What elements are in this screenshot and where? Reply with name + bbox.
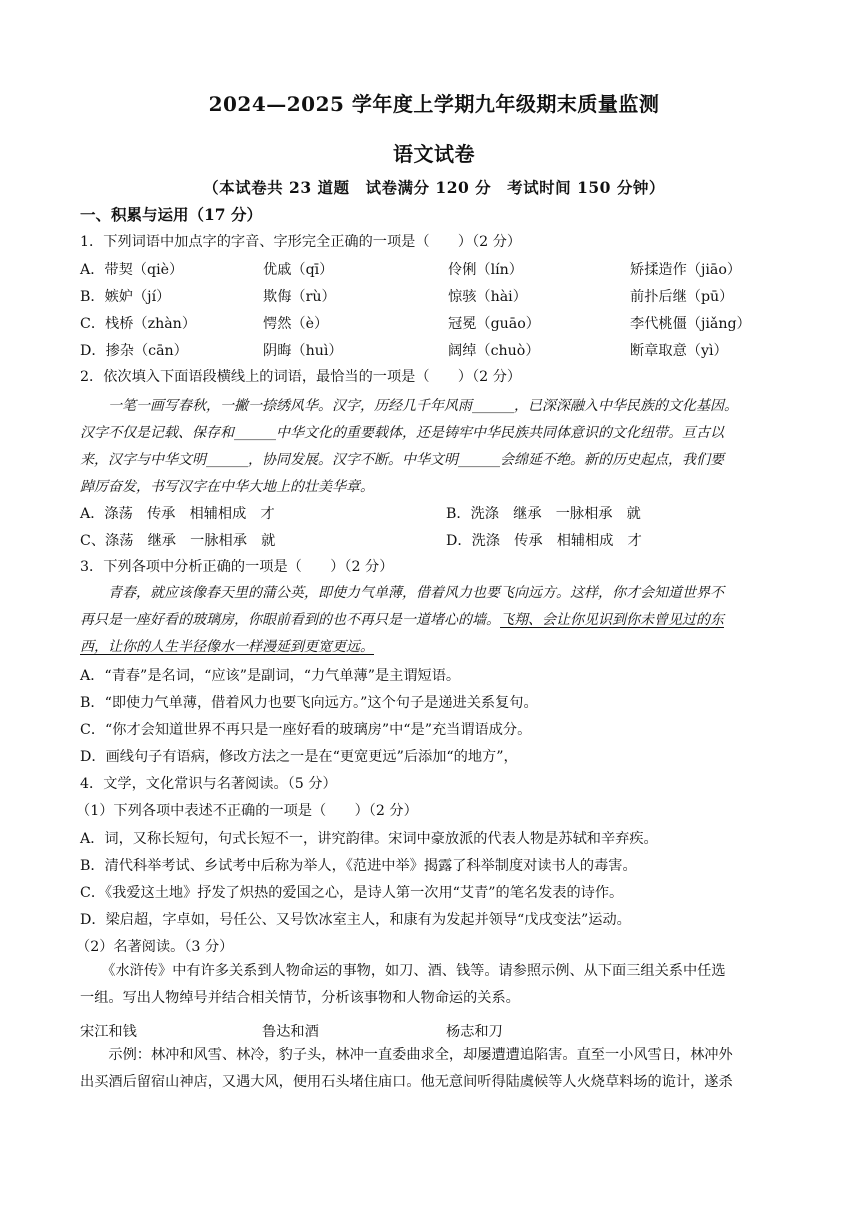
q1-option-cell: 欺侮（rù）	[263, 289, 336, 305]
q2-stem: 2．依次填入下面语段横线上的词语，最恰当的一项是（ ）（2 分）	[80, 369, 522, 385]
q4-sub1-option: C．《我爱这土地》抒发了炽热的爱国之心，是诗人第一次用“艾青”的笔名发表的诗作。	[80, 885, 624, 901]
q3-option: D．画线句子有语病，修改方法之一是在“更宽更远”后添加“的地方”，	[80, 749, 518, 765]
q1-option-row	[80, 340, 792, 360]
q2-option: A．涤荡 传承 相辅相成 才	[80, 506, 275, 522]
q2-passage-line: 踔厉奋发，书写汉字在中华大地上的壮美华章。	[80, 479, 374, 495]
q1-option-cell: 阔绰（chuò）	[448, 343, 540, 359]
q4-sub2-choice: 宋江和钱	[80, 1024, 137, 1040]
q4-sub2-passage	[80, 958, 792, 1012]
q2-option: D．洗涤 传承 相辅相成 才	[446, 533, 642, 549]
q1-option-cell: C．栈桥（zhàn）	[80, 316, 197, 332]
q1-stem: 1．下列词语中加点字的字音、字形完全正确的一项是（ ）（2 分）	[80, 234, 522, 250]
q3-underlined-sentence: 西，让你的人生半径像水一样漫延到更宽更远。	[80, 639, 374, 655]
q1-option-cell: 冠冕（guāo）	[448, 316, 540, 332]
q1-option-cell: 伶俐（lín）	[448, 262, 523, 278]
q4-sub1-stem: （1）下列各项中表述不正确的一项是（ ）（2 分）	[76, 803, 418, 819]
exam-subtitle: 语文试卷	[393, 142, 475, 166]
q1-option-row	[80, 313, 792, 333]
q3-passage-line: 再只是一座好看的玻璃房，你眼前看到的也不再只是一道堵心的墙。	[80, 612, 500, 628]
q4-sub2-stem: （2）名著阅读。（3 分）	[76, 939, 234, 955]
q3-passage	[80, 580, 792, 661]
q3-option: B．“即使力气单薄，借着风力也要飞向远方。”这个句子是递进关系复句。	[80, 695, 538, 711]
q3-passage-line: 青春，就应该像春天里的蒲公英，即使力气单薄，借着风力也要飞向远方。这样，你才会知道世界不	[80, 585, 724, 601]
q4-sub2-example-line: 出买酒后留宿山神店，又遇大风，便用石头堵住庙口。他无意间听得陆虞候等人火烧草料场的诡计，遂杀	[80, 1074, 733, 1090]
q1-option-row	[80, 286, 792, 306]
q1-option-cell: 优戚（qī）	[263, 262, 334, 278]
q1-option-cell: 前扑后继（pū）	[630, 289, 734, 305]
q4-stem: 4．文学，文化常识与名著阅读。（5 分）	[80, 776, 337, 792]
q3-stem: 3．下列各项中分析正确的一项是（ ）（2 分）	[80, 559, 394, 575]
q4-sub2-passage-line: 一组。写出人物绰号并结合相关情节，分析该事物和人物命运的关系。	[80, 990, 520, 1006]
section-heading: 一、积累与运用（17 分）	[80, 205, 262, 224]
q4-sub1-option: D．梁启超，字卓如，号任公、又号饮冰室主人，和康有为发起并领导“戊戌变法”运动。	[80, 912, 631, 928]
q1-option-cell: 阴晦（huì）	[263, 343, 343, 359]
q1-option-cell: 惊骇（hài）	[448, 289, 527, 305]
q2-option: C、涤荡 继承 一脉相承 就	[80, 533, 276, 549]
q1-option-cell: A．带契（qiè）	[80, 262, 184, 278]
q4-sub2-example-line: 示例：林冲和风雪、林冷，豹子头，林冲一直委曲求全，却屡遭遭追陷害。直至一小风雪日，林冲外	[80, 1047, 733, 1063]
q2-passage	[80, 393, 792, 501]
q1-option-cell: 断章取意（yì）	[630, 343, 728, 359]
q4-sub1-option: B．清代科举考试、乡试考中后称为举人，《范进中举》揭露了科举制度对读书人的毒害。	[80, 858, 637, 874]
q4-sub2-passage-line: 《水浒传》中有许多关系到人物命运的事物，如刀、酒、钱等。请参照示例、从下面三组关系中任选	[80, 963, 726, 979]
q2-option-row	[80, 503, 792, 523]
q1-option-cell: 李代桃僵（jiǎng）	[630, 316, 751, 332]
q1-option-cell: 矫揉造作（jiāo）	[630, 262, 742, 278]
q4-sub2-example	[80, 1042, 792, 1096]
q4-sub1-option: A．词，又称长短句，句式长短不一，讲究韵律。宋词中豪放派的代表人物是苏轼和辛弃疾。	[80, 831, 658, 847]
q4-sub2-choice: 鲁达和酒	[262, 1024, 319, 1040]
q3-option: A．“青春”是名词，“应该”是副词，“力气单薄”是主谓短语。	[80, 668, 461, 684]
q2-option-row	[80, 530, 792, 550]
q2-passage-line: 一笔一画写春秋，一撇一捺绣风华。汉字，历经几千年风雨______，已深深融入中华民族的文化基因。	[80, 398, 738, 414]
exam-info: （本试卷共 23 道题 试卷满分 120 分 考试时间 150 分钟）	[203, 178, 665, 197]
exam-title: 2024—2025 学年度上学期九年级期末质量监测	[208, 92, 660, 116]
q1-option-row	[80, 259, 792, 279]
q4-sub2-choice: 杨志和刀	[446, 1024, 503, 1040]
q3-underlined-sentence: 飞翔、会让你见识到你未曾见过的东	[500, 612, 724, 628]
q1-option-cell: B．嫉妒（jí）	[80, 289, 171, 305]
q1-option-cell: 愕然（è）	[263, 316, 329, 332]
q2-passage-line: 汉字不仅是记载、保存和______中华文化的重要载体，还是铸牢中华民族共同体意识的文化纽带。亘古以	[80, 425, 724, 441]
q4-sub2-choice-row	[80, 1021, 792, 1041]
q3-option: C．“你才会知道世界不再只是一座好看的玻璃房”中“是”充当谓语成分。	[80, 722, 532, 738]
q2-option: B．洗涤 继承 一脉相承 就	[446, 506, 641, 522]
q1-option-cell: D．掺杂（cān）	[80, 343, 188, 359]
q2-passage-line: 来，汉字与中华文明______，协同发展。汉字不断。中华文明______会绵延不绝。新的历史起点，我们要	[80, 452, 724, 468]
